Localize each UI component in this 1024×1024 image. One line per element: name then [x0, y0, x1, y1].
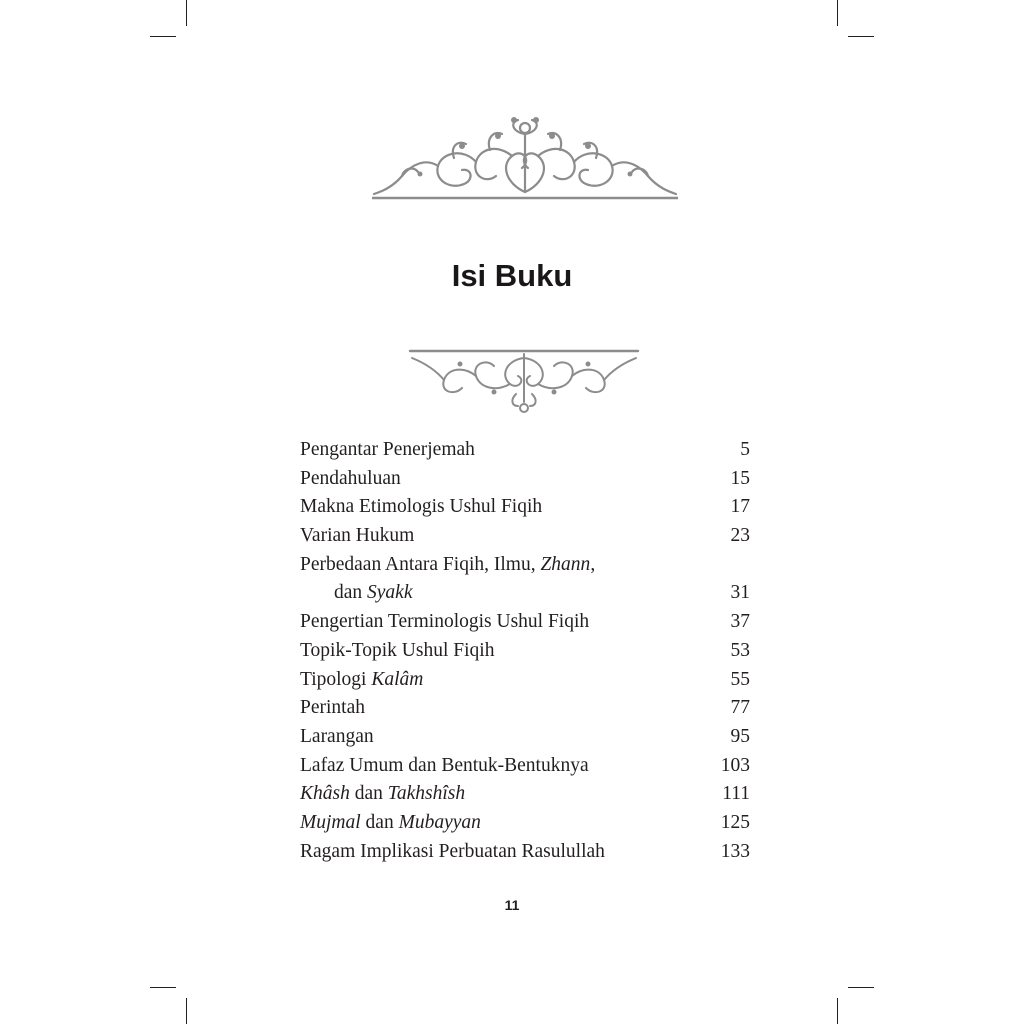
- table-of-contents: [300, 436, 750, 866]
- toc-entry: [300, 465, 750, 494]
- page-title: Isi Buku: [451, 258, 573, 293]
- toc-entry-text: ,: [590, 553, 596, 575]
- toc-entry: [300, 809, 750, 838]
- toc-entry-text: Topik-Topik Ushul Fiqih: [300, 639, 495, 661]
- crop-mark: [837, 0, 838, 26]
- toc-entry-title: [300, 838, 605, 867]
- toc-entry-text: dan: [334, 582, 368, 604]
- toc-entry-page: 111: [722, 783, 750, 805]
- crop-mark: [837, 998, 838, 1024]
- toc-entry-text: Perintah: [300, 697, 365, 719]
- toc-entry-page: 17: [730, 496, 750, 518]
- toc-entry-italic-term: Khâsh: [300, 783, 350, 805]
- toc-entry-page: 55: [730, 668, 750, 690]
- toc-entry-page: 133: [720, 840, 750, 862]
- toc-entry-italic-term: Zhann: [540, 553, 591, 575]
- toc-entry-page: 53: [730, 639, 750, 661]
- toc-entry: [300, 694, 750, 723]
- toc-entry-title: [300, 752, 589, 781]
- toc-entry-title: [300, 493, 542, 522]
- toc-entry-text: Perbedaan Antara Fiqih, Ilmu,: [300, 553, 541, 575]
- toc-entry: [300, 723, 750, 752]
- toc-entry-text: Ragam Implikasi Perbuatan Rasulullah: [300, 840, 605, 862]
- toc-entry-page: 15: [730, 467, 750, 489]
- toc-entry-text: Makna Etimologis Ushul Fiqih: [300, 496, 543, 518]
- toc-entry: [300, 436, 750, 465]
- toc-entry-italic-term: Syakk: [367, 582, 413, 604]
- toc-entry-italic-term: Mubayyan: [398, 811, 481, 833]
- toc-entry-italic-term: Mujmal: [300, 811, 361, 833]
- toc-entry-page: 125: [720, 811, 750, 833]
- toc-entry-title: [300, 579, 413, 608]
- toc-entry-title: [300, 723, 374, 752]
- toc-entry-text: Larangan: [300, 725, 374, 747]
- toc-entry-text: Pengantar Penerjemah: [300, 439, 475, 460]
- toc-entry-title: [300, 637, 494, 666]
- toc-entry-title: [300, 436, 475, 465]
- crop-mark: [150, 36, 176, 37]
- toc-entry-text: Varian Hukum: [300, 525, 415, 547]
- toc-entry: [300, 780, 750, 809]
- toc-entry-title: [300, 551, 595, 580]
- page-number: 11: [504, 897, 520, 913]
- toc-entry: [300, 608, 750, 637]
- toc-entry-text: Tipologi: [300, 668, 372, 690]
- toc-entry-page: 37: [730, 611, 750, 633]
- toc-entry-page: 103: [720, 754, 750, 776]
- toc-entry: [300, 666, 750, 695]
- divider-ornament-icon: [406, 346, 642, 416]
- toc-entry-italic-term: Takhshîsh: [387, 783, 466, 805]
- toc-entry-title: [300, 522, 414, 551]
- toc-entry: [300, 551, 750, 580]
- toc-entry: [300, 579, 750, 608]
- toc-entry-page: 95: [730, 725, 750, 747]
- toc-entry-title: [300, 694, 365, 723]
- toc-entry-text: dan: [349, 783, 388, 805]
- toc-entry-text: Pengertian Terminologis Ushul Fiqih: [300, 611, 590, 633]
- crop-mark: [186, 998, 187, 1024]
- toc-entry-title: [300, 780, 465, 809]
- toc-entry-text: Lafaz Umum dan Bentuk-Bentuknya: [300, 754, 589, 776]
- crop-mark: [186, 0, 187, 26]
- toc-entry: [300, 752, 750, 781]
- toc-entry-title: [300, 465, 401, 494]
- toc-entry-text: Pendahuluan: [300, 467, 401, 489]
- toc-entry-title: [300, 809, 481, 838]
- toc-entry-title: [300, 608, 589, 637]
- crop-mark: [150, 987, 176, 988]
- top-ornament-icon: [372, 114, 678, 202]
- crop-mark: [848, 36, 874, 37]
- toc-entry: [300, 493, 750, 522]
- toc-entry-italic-term: Kalâm: [371, 668, 424, 690]
- toc-entry-page: 77: [730, 697, 750, 719]
- toc-entry: [300, 522, 750, 551]
- toc-entry-page: 23: [730, 525, 750, 547]
- toc-entry: [300, 838, 750, 867]
- toc-entry-page: 31: [730, 582, 750, 604]
- toc-entry-text: dan: [360, 811, 399, 833]
- toc-entry-page: 5: [740, 439, 750, 460]
- toc-entry-title: [300, 666, 423, 695]
- toc-entry: [300, 637, 750, 666]
- crop-mark: [848, 987, 874, 988]
